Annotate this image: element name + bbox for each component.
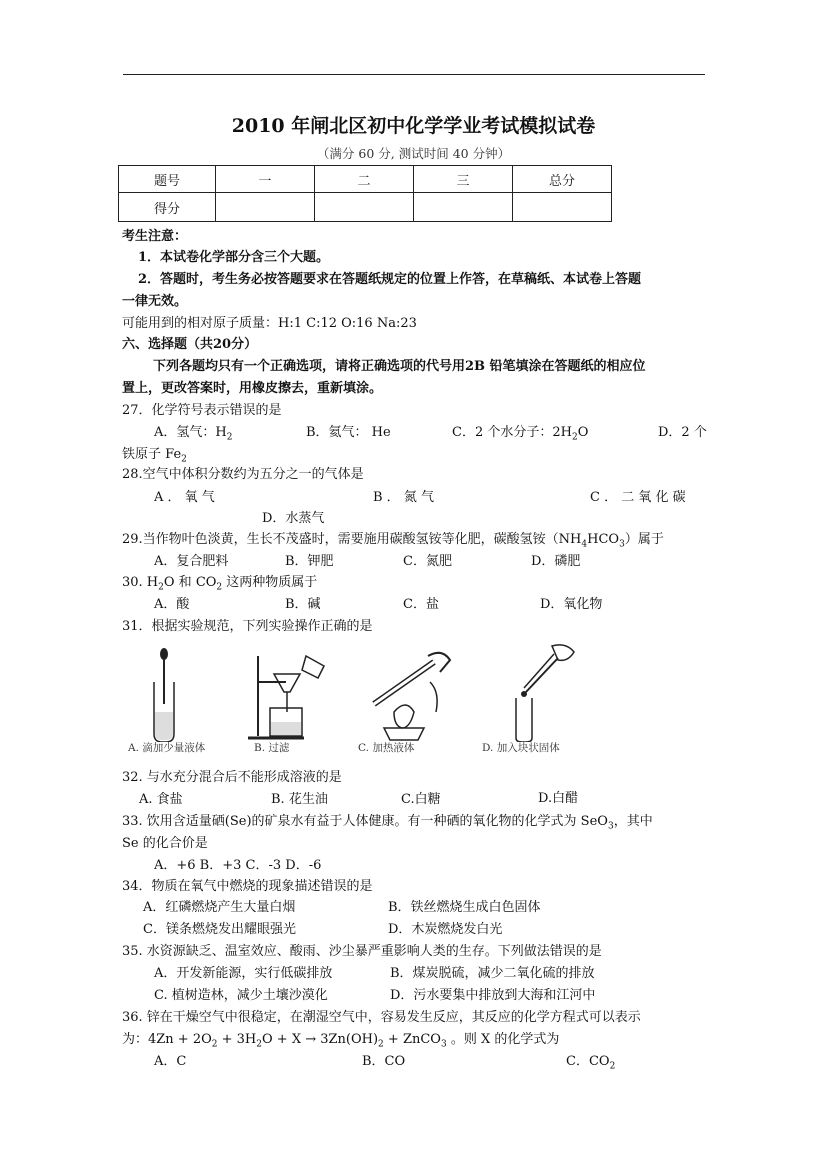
q29-option-c: C．氮肥 bbox=[403, 554, 452, 569]
q28-stem: 28.空气中体积分数约为五分之一的气体是 bbox=[122, 467, 364, 482]
score-header-cell: 总分 bbox=[513, 166, 612, 193]
q34-option-b: B．铁丝燃烧生成白色固体 bbox=[388, 900, 541, 915]
score-header-cell: 二 bbox=[315, 166, 414, 193]
q27-option-d: D．2 个 bbox=[658, 425, 707, 440]
figure-d-caption: D. 加入块状固体 bbox=[482, 742, 560, 754]
notice-item-1: 1．本试卷化学部分含三个大题。 bbox=[138, 250, 330, 265]
atomic-mass-line: 可能用到的相对原子质量：H:1 C:12 O:16 Na:23 bbox=[122, 316, 417, 331]
q36-option-b: B．CO bbox=[362, 1054, 406, 1069]
notice-title: 考生注意： bbox=[122, 229, 188, 244]
q36-option-a: A．C bbox=[154, 1054, 187, 1069]
score-table bbox=[118, 165, 612, 222]
q29-option-a: A．复合肥料 bbox=[154, 554, 229, 569]
q33-stem-cont: Se 的化合价是 bbox=[122, 836, 208, 851]
q32-option-a: A. 食盐 bbox=[139, 792, 183, 807]
q31-stem: 31．根据实验规范，下列实验操作正确的是 bbox=[122, 619, 373, 634]
q34-option-c: C．镁条燃烧发出耀眼强光 bbox=[143, 922, 296, 937]
q28-option-d: D．水蒸气 bbox=[262, 511, 325, 526]
q35-option-a: A．开发新能源，实行低碳排放 bbox=[154, 966, 333, 981]
dropper-tube-icon bbox=[128, 642, 228, 742]
section-instructions: 下列各题均只有一个正确选项，请将正确选项的代号用2B 铅笔填涂在答题纸的相应位 bbox=[153, 359, 646, 374]
q36-option-c: C．$CO_2$ bbox=[566, 1054, 616, 1072]
filtration-apparatus-icon bbox=[244, 642, 344, 742]
q27-option-b: B．氦气： He bbox=[306, 425, 391, 440]
score-row-label: 得分 bbox=[119, 193, 216, 222]
q30-stem: 30. $H_2O$ 和 $CO_2$ 这两种物质属于 bbox=[122, 575, 318, 593]
q29-option-b: B．钾肥 bbox=[285, 554, 334, 569]
q35-option-b: B．煤炭脱硫，减少二氧化硫的排放 bbox=[390, 966, 595, 981]
score-cell[interactable] bbox=[216, 193, 315, 222]
figure-c-caption: C. 加热液体 bbox=[358, 742, 415, 754]
q35-option-c: C. 植树造林，减少土壤沙漠化 bbox=[154, 988, 328, 1003]
exam-title: 2010 年闸北区初中化学学业考试模拟试卷 bbox=[231, 115, 596, 137]
q28-option-c: C ． 二 氧 化 碳 bbox=[590, 490, 686, 505]
q30-option-a: A．酸 bbox=[154, 597, 190, 612]
q27-option-a: A．氢气：$H_2$ bbox=[154, 425, 233, 443]
q30-option-c: C．盐 bbox=[403, 597, 439, 612]
q27-stem: 27．化学符号表示错误的是 bbox=[122, 403, 282, 418]
score-cell[interactable] bbox=[414, 193, 513, 222]
q32-option-c: C.白糖 bbox=[401, 792, 441, 807]
exam-subtitle: （满分 60 分, 测试时间 40 分钟） bbox=[316, 146, 511, 161]
q33-stem: 33. 饮用含适量硒(Se)的矿泉水有益于人体健康。有一种硒的氧化物的化学式为 SeO$_3$，其中 bbox=[122, 814, 653, 832]
header-rule bbox=[123, 74, 705, 75]
score-cell[interactable] bbox=[315, 193, 414, 222]
q28-option-a: A ． 氧 气 bbox=[154, 490, 215, 505]
q29-stem: 29.当作物叶色淡黄，生长不茂盛时，需要施用碳酸氢铵等化肥，碳酸氢铵$(NH_4HCO_3)$属于 bbox=[122, 532, 664, 550]
q30-option-d: D．氧化物 bbox=[540, 597, 603, 612]
q35-stem: 35. 水资源缺乏、温室效应、酸雨、沙尘暴严重影响人类的生存。下列做法错误的是 bbox=[122, 944, 602, 959]
q35-option-d: D．污水要集中排放到大海和江河中 bbox=[390, 988, 596, 1003]
q34-option-d: D．木炭燃烧发白光 bbox=[388, 922, 503, 937]
q36-stem: 36. 锌在干燥空气中很稳定，在潮湿空气中，容易发生反应，其反应的化学方程式可以表示 bbox=[122, 1010, 641, 1025]
q36-equation: 为：$4Zn + 2O_2 + 3H_2O + X \to 3Zn(OH)_2$ + ZnCO$_3$ 。则 X 的化学式为 bbox=[122, 1032, 560, 1050]
notice-item-2: 2．答题时，考生务必按答题要求在答题纸规定的位置上作答，在草稿纸、本试卷上答题 bbox=[138, 272, 642, 287]
heating-tube-icon bbox=[354, 642, 464, 742]
q32-option-d: D.白醋 bbox=[538, 791, 579, 806]
score-header-cell: 题号 bbox=[119, 166, 216, 193]
q27-option-d-cont: 铁原子 $Fe_2$ bbox=[122, 447, 187, 465]
section-title: 六、选择题（共20分） bbox=[122, 337, 258, 352]
figure-d-adding-solid bbox=[482, 642, 592, 760]
figure-c-heating-liquid bbox=[354, 642, 464, 760]
q34-stem: 34．物质在氧气中燃烧的现象描述错误的是 bbox=[122, 879, 373, 894]
q27-option-c: C．2 个水分子：$2H_2O$ bbox=[452, 425, 589, 443]
figure-a-caption: A. 滴加少量液体 bbox=[128, 742, 206, 754]
q30-option-b: B．碱 bbox=[285, 597, 321, 612]
score-header-cell: 三 bbox=[414, 166, 513, 193]
q28-option-b: B ． 氮 气 bbox=[373, 490, 434, 505]
score-cell[interactable] bbox=[513, 193, 612, 222]
notice-item-2-cont: 一律无效。 bbox=[122, 294, 188, 309]
q32-stem: 32. 与水充分混合后不能形成溶液的是 bbox=[122, 770, 342, 785]
figure-b-filtration bbox=[244, 642, 344, 760]
figure-a-dropping-liquid bbox=[128, 642, 228, 760]
figure-b-caption: B. 过滤 bbox=[254, 742, 290, 754]
q29-option-d: D．磷肥 bbox=[531, 554, 581, 569]
section-instructions-cont: 置上，更改答案时，用橡皮擦去，重新填涂。 bbox=[122, 381, 383, 396]
score-header-cell: 一 bbox=[216, 166, 315, 193]
q33-options: A．+6 B．+3 C．-3 D．-6 bbox=[154, 858, 322, 873]
tongs-tube-icon bbox=[482, 642, 592, 742]
q32-option-b: B. 花生油 bbox=[271, 792, 328, 807]
q34-option-a: A．红磷燃烧产生大量白烟 bbox=[143, 900, 296, 915]
